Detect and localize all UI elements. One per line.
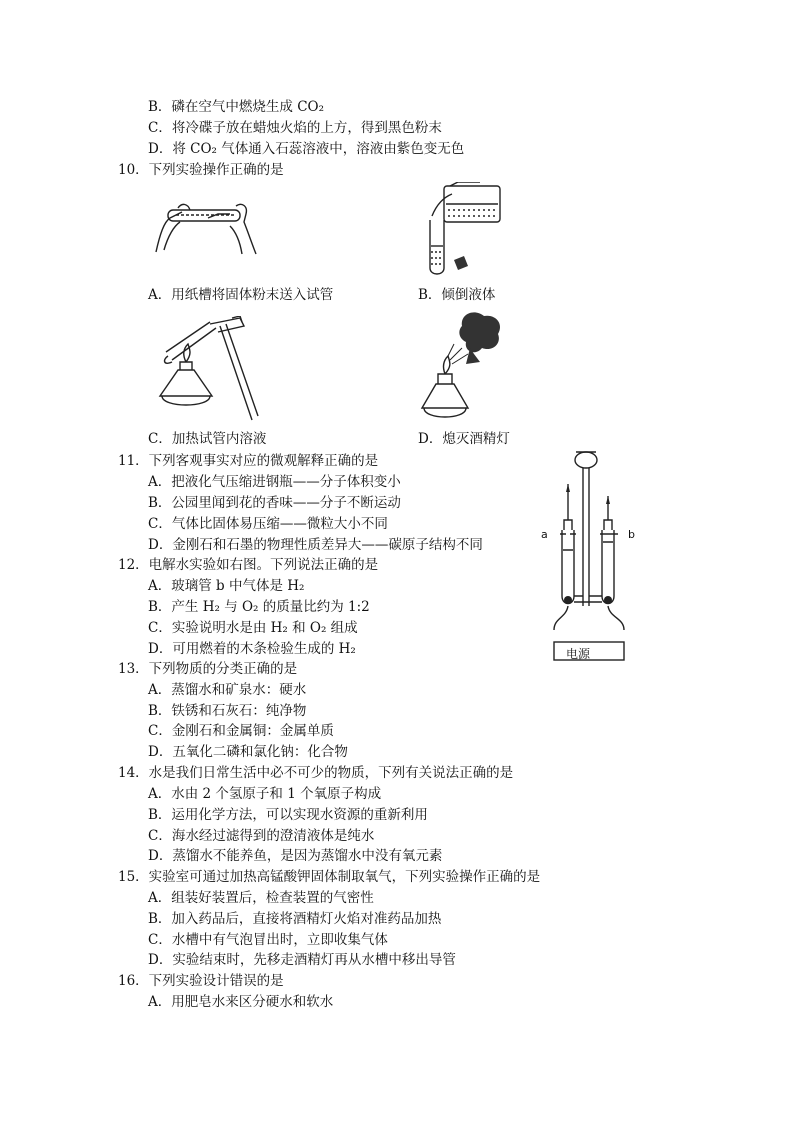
electrolysis-apparatus-figure xyxy=(540,446,650,666)
figure-d-extinguish-lamp xyxy=(418,308,508,428)
q10-option-b: B．倾倒液体 xyxy=(418,287,496,303)
q15-option-b: B．加入药品后，直接将酒精灯火焰对准药品加热 xyxy=(148,911,442,927)
q12-option-d: D．可用燃着的木条检验生成的 H₂ xyxy=(148,641,356,657)
q10-option-c: C．加热试管内溶液 xyxy=(148,431,267,447)
q9-option-d: D．将 CO₂ 气体通入石蕊溶液中，溶液由紫色变无色 xyxy=(148,141,465,157)
q12-option-c: C．实验说明水是由 H₂ 和 O₂ 组成 xyxy=(148,620,358,636)
q11-option-a: A．把液化气压缩进钢瓶——分子体积变小 xyxy=(148,474,401,490)
q10-option-a: A．用纸槽将固体粉末送入试管 xyxy=(148,287,334,303)
q15-option-a: A．组装好装置后，检查装置的气密性 xyxy=(148,890,374,906)
q14-option-c: C．海水经过滤得到的澄清液体是纯水 xyxy=(148,828,375,844)
figure-b-pouring-liquid xyxy=(418,182,508,282)
q9-option-b: B．磷在空气中燃烧生成 CO₂ xyxy=(148,99,325,115)
q12-option-b: B．产生 H₂ 与 O₂ 的质量比约为 1:2 xyxy=(148,599,370,615)
q15-option-c: C．水槽中有气泡冒出时，立即收集气体 xyxy=(148,932,388,948)
q11-option-d: D．金刚石和石墨的物理性质差异大——碳原子结构不同 xyxy=(148,537,483,553)
figure-c-heating-test-tube xyxy=(148,316,268,428)
q16-stem: 16．下列实验设计错误的是 xyxy=(118,973,284,989)
q12-stem: 12．电解水实验如右图。下列说法正确的是 xyxy=(118,557,379,573)
q12-option-a: A．玻璃管 b 中气体是 H₂ xyxy=(148,578,305,594)
q14-stem: 14．水是我们日常生活中必不可少的物质，下列有关说法正确的是 xyxy=(118,765,514,781)
q14-option-d: D．蒸馏水不能养鱼，是因为蒸馏水中没有氧元素 xyxy=(148,848,443,864)
q13-stem: 13．下列物质的分类正确的是 xyxy=(118,661,298,677)
q9-option-c: C．将冷碟子放在蜡烛火焰的上方，得到黑色粉末 xyxy=(148,120,442,136)
q13-option-a: A．蒸馏水和矿泉水：硬水 xyxy=(148,682,307,698)
tube-label-b: b xyxy=(628,528,635,541)
q15-stem: 15．实验室可通过加热高锰酸钾固体制取氧气，下列实验操作正确的是 xyxy=(118,869,541,885)
q11-stem: 11．下列客观事实对应的微观解释正确的是 xyxy=(118,453,379,469)
q13-option-d: D．五氧化二磷和氯化钠：化合物 xyxy=(148,744,348,760)
q10-option-d: D．熄灭酒精灯 xyxy=(418,431,510,447)
figure-a-paper-trough xyxy=(148,192,266,262)
power-source-label: 电源 xyxy=(566,647,591,661)
q14-option-a: A．水由 2 个氢原子和 1 个氧原子构成 xyxy=(148,786,382,802)
q15-option-d: D．实验结束时，先移走酒精灯再从水槽中移出导管 xyxy=(148,952,456,968)
q13-option-c: C．金刚石和金属铜：金属单质 xyxy=(148,723,334,739)
q16-option-a: A．用肥皂水来区分硬水和软水 xyxy=(148,994,334,1010)
q14-option-b: B．运用化学方法，可以实现水资源的重新利用 xyxy=(148,807,428,823)
q11-option-c: C．气体比固体易压缩——微粒大小不同 xyxy=(148,516,388,532)
q10-stem: 10．下列实验操作正确的是 xyxy=(118,162,284,178)
tube-label-a: a xyxy=(541,528,548,541)
q11-option-b: B．公园里闻到花的香味——分子不断运动 xyxy=(148,495,401,511)
q13-option-b: B．铁锈和石灰石：纯净物 xyxy=(148,703,307,719)
